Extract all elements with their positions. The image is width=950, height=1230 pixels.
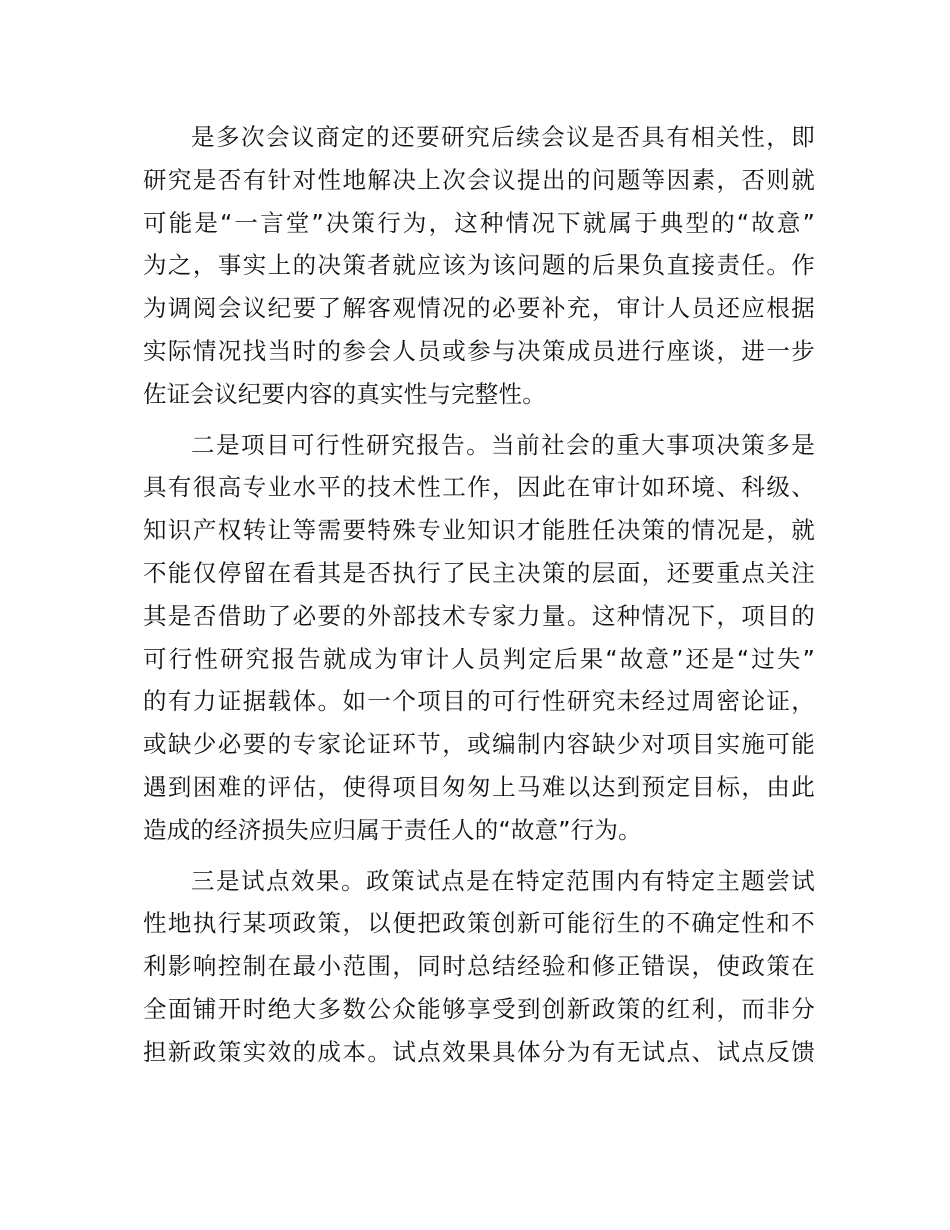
text-line: 知识产权转让等需要特殊专业知识才能胜任决策的情况是，就	[143, 516, 815, 545]
paragraph-2	[143, 424, 815, 852]
text-line: 可行性研究报告就成为审计人员判定后果“故意”还是“过失”	[143, 644, 815, 673]
text-line: 实际情况找当时的参会人员或参与决策成员进行座谈，进一步	[143, 336, 815, 365]
text-line: 其是否借助了必要的外部技术专家力量。这种情况下，项目的	[143, 601, 815, 630]
text-line: 或缺少必要的专家论证环节，或编制内容缺少对项目实施可能	[143, 730, 815, 759]
text-line: 具有很高专业水平的技术性工作，因此在审计如环境、科级、	[143, 473, 815, 502]
text-line: 造成的经济损失应归属于责任人的“故意”行为。	[143, 815, 642, 844]
text-line: 遇到困难的评估，使得项目匆匆上马难以达到预定目标，由此	[143, 772, 815, 801]
text-line: 全面铺开时绝大多数公众能够享受到创新政策的红利，而非分	[143, 994, 815, 1023]
text-line: 不能仅停留在看其是否执行了民主决策的层面，还要重点关注	[143, 558, 815, 587]
document-body	[143, 116, 815, 1082]
paragraph-3	[143, 860, 815, 1074]
text-line: 三是试点效果。政策试点是在特定范围内有特定主题尝试	[191, 866, 815, 895]
text-line: 利影响控制在最小范围，同时总结经验和修正错误，使政策在	[143, 952, 815, 981]
text-line: 是多次会议商定的还要研究后续会议是否具有相关性，即	[191, 123, 815, 151]
text-line: 二是项目可行性研究报告。当前社会的重大事项决策多是	[191, 430, 815, 459]
text-line: 可能是“一言堂”决策行为，这种情况下就属于典型的“故意”	[143, 208, 815, 237]
text-line: 担新政策实效的成本。试点效果具体分为有无试点、试点反馈	[143, 1037, 815, 1066]
text-line: 为之，事实上的决策者就应该为该问题的后果负直接责任。作	[143, 251, 815, 280]
text-line: 为调阅会议纪要了解客观情况的必要补充，审计人员还应根据	[143, 294, 815, 323]
text-line: 佐证会议纪要内容的真实性与完整性。	[143, 379, 546, 408]
text-line: 研究是否有针对性地解决上次会议提出的问题等因素，否则就	[143, 165, 815, 194]
paragraph-1	[143, 116, 815, 416]
text-line: 的有力证据载体。如一个项目的可行性研究未经过周密论证，	[143, 687, 815, 716]
text-line: 性地执行某项政策，以便把政策创新可能衍生的不确定性和不	[143, 909, 815, 938]
